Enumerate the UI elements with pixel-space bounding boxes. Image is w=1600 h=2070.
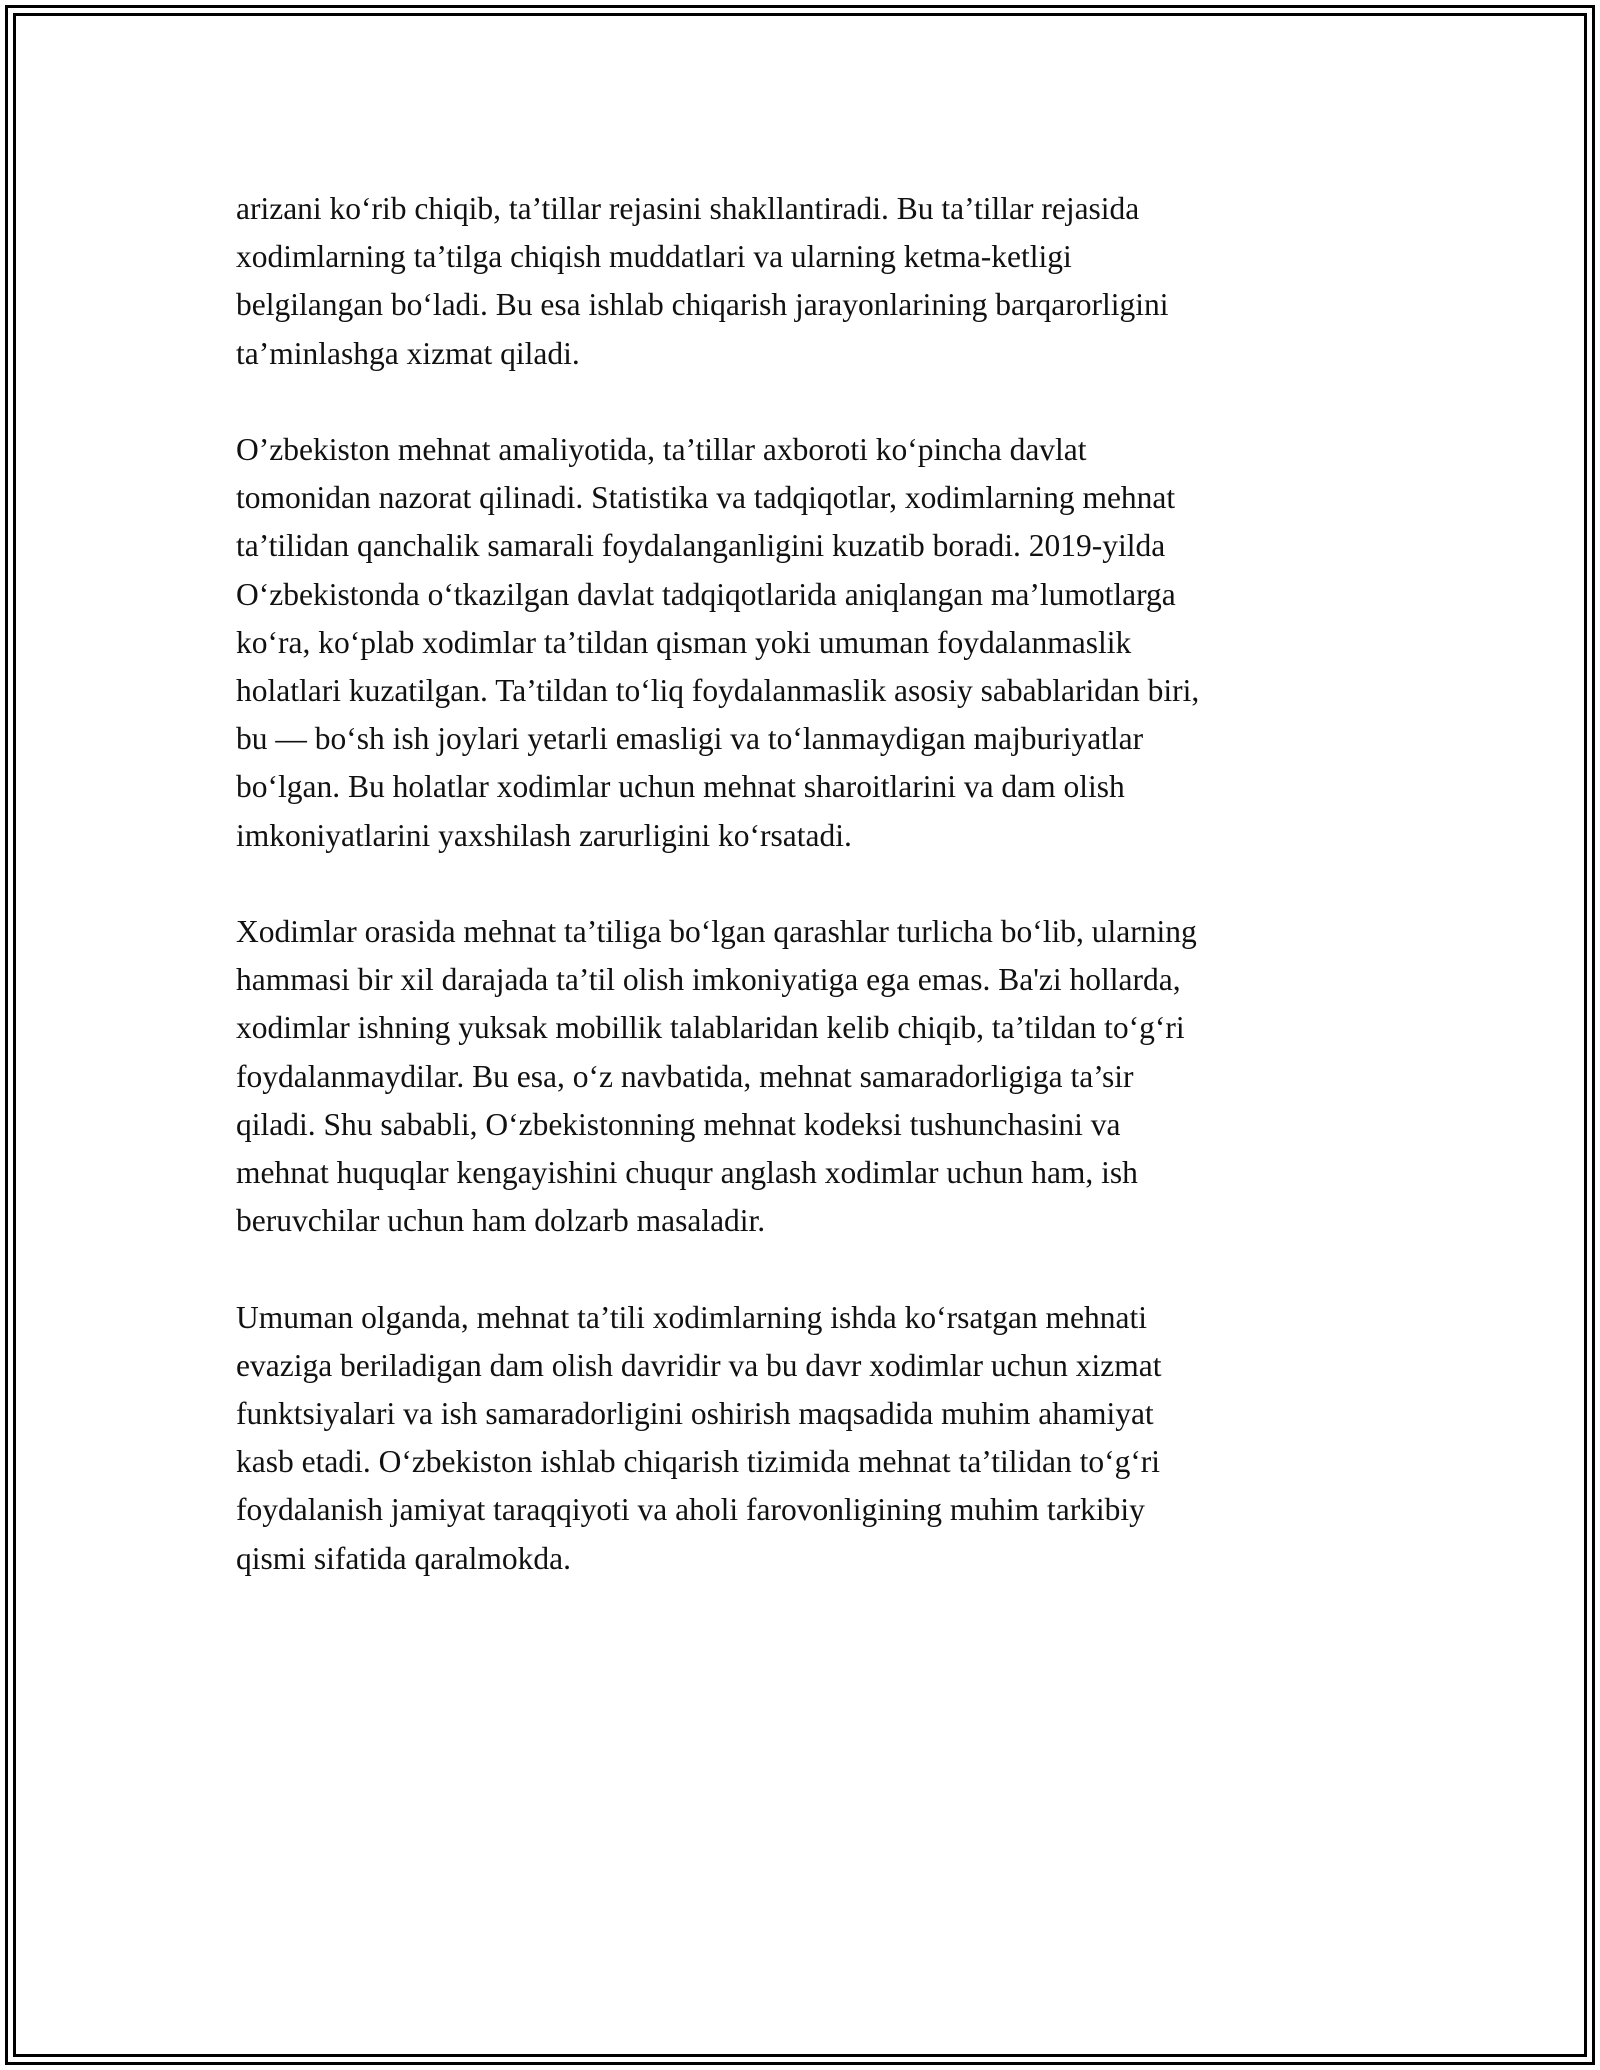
text-line: evaziga beriladigan dam olish davridir va bu davr xodimlar uchun xizmat bbox=[236, 1347, 1162, 1383]
text-line: bu — bo‘sh ish joylari yetarli emasligi va to‘lanmaydigan majburiyatlar bbox=[236, 721, 1144, 757]
text-line: kasb etadi. O‘zbekiston ishlab chiqarish tizimida mehnat ta’tilidan to‘g‘ri bbox=[236, 1444, 1161, 1480]
text-line: ta’tilidan qanchalik samarali foydalanganligini kuzatib boradi. 2019-yilda bbox=[236, 528, 1166, 564]
text-line: mehnat huquqlar kengayishini chuqur anglash xodimlar uchun ham, ish bbox=[236, 1155, 1138, 1191]
text-line: qismi sifatida qaralmokda. bbox=[236, 1540, 572, 1576]
text-line: bo‘lgan. Bu holatlar xodimlar uchun mehnat sharoitlarini va dam olish bbox=[236, 769, 1125, 805]
text-line: imkoniyatlarini yaxshilash zarurligini ko‘rsatadi. bbox=[236, 817, 852, 853]
text-line: xodimlarning ta’tilga chiqish muddatlari va ularning ketma-ketligi bbox=[236, 239, 1072, 275]
text-line: O’zbekiston mehnat amaliyotida, ta’tillar axboroti ko‘pincha davlat bbox=[236, 432, 1087, 467]
text-line: ko‘ra, ko‘plab xodimlar ta’tildan qisman yoki umuman foydalanmaslik bbox=[236, 624, 1132, 660]
text-line: Umuman olganda, mehnat ta’tili xodimlarning ishda ko‘rsatgan mehnati bbox=[236, 1299, 1147, 1335]
paragraph-3 bbox=[236, 908, 1376, 1245]
text-line: foydalanmaydilar. Bu esa, o‘z navbatida, mehnat samaradorligiga ta’sir bbox=[236, 1058, 1134, 1094]
text-line: ta’minlashga xizmat qiladi. bbox=[236, 335, 580, 371]
text-line: O‘zbekistonda o‘tkazilgan davlat tadqiqotlarida aniqlangan ma’lumotlarga bbox=[236, 576, 1176, 612]
text-line: arizani ko‘rib chiqib, ta’tillar rejasini shakllantiradi. Bu ta’tillar rejasida bbox=[236, 191, 1140, 226]
paragraph-1 bbox=[236, 185, 1376, 378]
text-line: belgilangan bo‘ladi. Bu esa ishlab chiqarish jarayonlarining barqarorligini bbox=[236, 287, 1169, 323]
text-line: qiladi. Shu sababli, O‘zbekistonning mehnat kodeksi tushunchasini va bbox=[236, 1106, 1121, 1142]
text-line: hammasi bir xil darajada ta’til olish imkoniyatiga ega emas. Ba'zi hollarda, bbox=[236, 962, 1181, 998]
text-line: xodimlar ishning yuksak mobillik talablaridan kelib chiqib, ta’tildan to‘g‘ri bbox=[236, 1010, 1185, 1046]
text-line: tomonidan nazorat qilinadi. Statistika va tadqiqotlar, xodimlarning mehnat bbox=[236, 480, 1176, 516]
document-body bbox=[236, 185, 1376, 1583]
text-line: foydalanish jamiyat taraqqiyoti va aholi farovonligining muhim tarkibiy bbox=[236, 1492, 1145, 1528]
text-line: Xodimlar orasida mehnat ta’tiliga bo‘lgan qarashlar turlicha bo‘lib, ularning bbox=[236, 914, 1197, 950]
text-line: holatlari kuzatilgan. Ta’tildan to‘liq foydalanmaslik asosiy sabablaridan biri, bbox=[236, 673, 1200, 709]
paragraph-4 bbox=[236, 1294, 1376, 1583]
text-line: beruvchilar uchun ham dolzarb masaladir. bbox=[236, 1203, 766, 1239]
text-line: funktsiyalari va ish samaradorligini oshirish maqsadida muhim ahamiyat bbox=[236, 1396, 1154, 1432]
paragraph-2 bbox=[236, 426, 1376, 860]
